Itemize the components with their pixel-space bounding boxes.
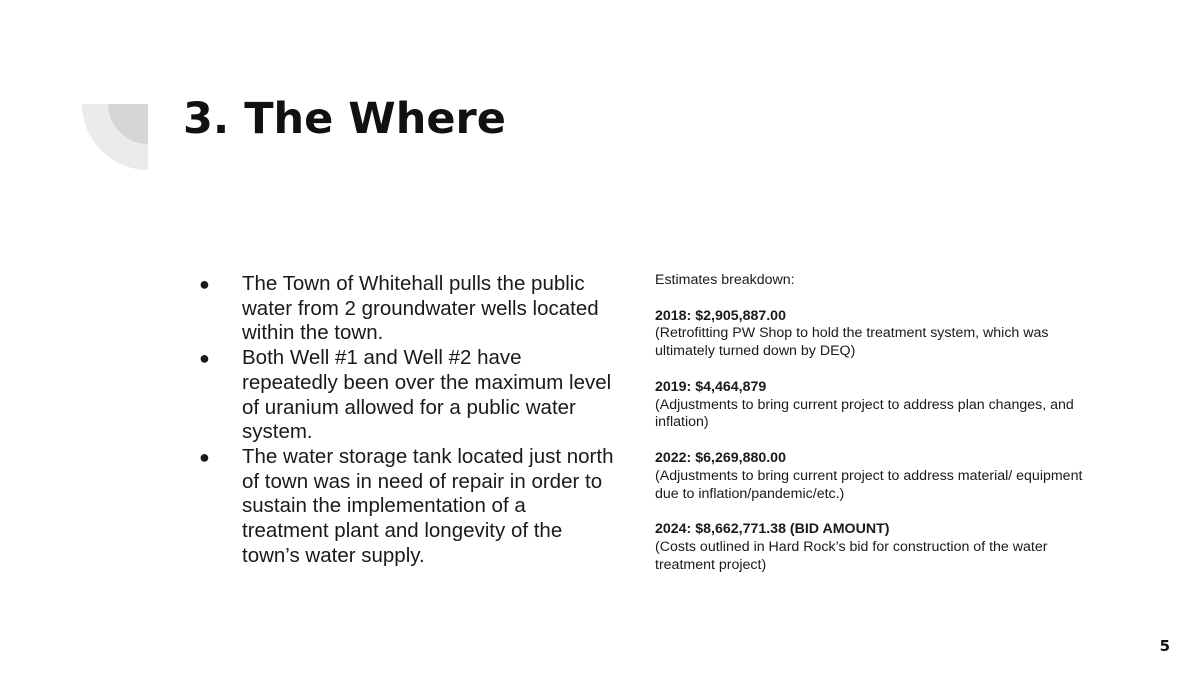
estimate-note: (Retrofitting PW Shop to hold the treatment system, which was ultimately turned down by DEQ) [655, 325, 1049, 360]
estimate-item [655, 308, 1095, 361]
estimate-note: (Costs outlined in Hard Rock’s bid for construction of the water treatment project) [655, 538, 1048, 573]
bullet-dot-icon: ● [199, 348, 210, 369]
estimate-label: 2018: $2,905,887.00 [655, 307, 786, 324]
bullet-dot-icon: ● [199, 274, 210, 294]
slide-title: 3. The Where [183, 94, 506, 144]
estimates-breakdown [655, 272, 1095, 592]
bullet-list [198, 272, 618, 568]
bullet-text: The Town of Whitehall pulls the public water from 2 groundwater wells located within the town. [242, 272, 599, 345]
page-number: 5 [1159, 637, 1170, 655]
bullet-text: The water storage tank located just north of town was in need of repair in order to sustain the implementation of a treatment plant and longevity of the town’s water supply. [242, 444, 614, 567]
bullet-item [198, 346, 618, 445]
estimate-label: 2024: $8,662,771.38 (BID AMOUNT) [655, 521, 890, 538]
estimate-item [655, 450, 1095, 503]
estimate-label: 2019: $4,464,879 [655, 378, 767, 395]
bullet-text: Both Well #1 and Well #2 have repeatedly been over the maximum level of uranium allowed for a public water system. [242, 346, 612, 444]
bullet-item [198, 445, 618, 569]
decorative-quarter-circles [82, 104, 148, 170]
estimate-item [655, 521, 1095, 574]
estimate-note: (Adjustments to bring current project to address material/ equipment due to inflation/pandemic/etc.) [655, 467, 1083, 502]
bullet-dot-icon: ● [199, 446, 210, 467]
estimates-heading: Estimates breakdown: [655, 272, 795, 288]
estimate-item [655, 379, 1095, 432]
estimate-label: 2022: $6,269,880.00 [655, 449, 786, 466]
bullet-item [198, 272, 618, 346]
estimate-note: (Adjustments to bring current project to address plan changes, and inflation) [655, 396, 1074, 431]
